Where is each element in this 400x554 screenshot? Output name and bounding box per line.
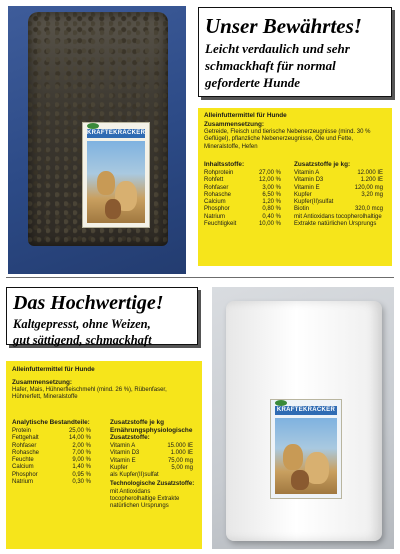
info-panel-premium [6, 361, 202, 549]
bag-label-card [82, 122, 150, 228]
headline-box-premium [6, 287, 198, 345]
headline-subtitle-line: schmackhaft für normal [205, 58, 336, 73]
additive-row: Vitamin A 15.000 IE [110, 443, 193, 449]
ingredient-row: Rohfaser 3,00 % [204, 184, 281, 191]
info-panel-standard [198, 108, 392, 266]
dogs-photo [275, 418, 337, 494]
ingredient-row: Rohfaser 2,00 % [12, 442, 91, 449]
ingredients-heading: Analytische Bestandteile: [12, 419, 90, 426]
composition-text: Hafer, Mais, Hühnerfleischmehl (mind. 26 %), Rübenfaser, Hühnerfett, Mineralstoffe [12, 387, 167, 401]
composition-heading: Zusammensetzung: [204, 121, 265, 128]
copper-note: als Kupfer(II)sulfat [110, 472, 159, 479]
composition-heading: Zusammensetzung: [12, 379, 73, 386]
additives-table [110, 443, 196, 511]
additive-row: Vitamin E 120,00 mg [294, 184, 383, 191]
white-bag-image [226, 301, 382, 541]
ingredient-row: Feuchte 9,00 % [12, 457, 91, 464]
bag-label-text: KRAFTEKRÄCKER [276, 407, 336, 413]
additive-row: Kupfer 3,20 mg [294, 191, 383, 198]
ingredient-row: Rohasche 6,50 % [204, 191, 281, 198]
composition-text: Getreide, Fleisch und tierische Nebenerzeugnisse (mind. 30 % Geflügel), pflanzliche Nebenerzeugnisse, Öle und Fette, Mineralstoffe, Hefen [204, 129, 371, 150]
ingredient-row: Phosphor 0,80 % [204, 206, 281, 213]
ingredient-row: Rohprotein 27,00 % [204, 170, 281, 176]
ingredients-heading: Inhaltsstoffe: [204, 161, 245, 168]
ingredient-row: Feuchtigkeit 10,00 % [204, 221, 281, 228]
headline-subtitle-line: Leicht verdaulich und sehr [205, 41, 350, 56]
headline-title: Das Hochwertige! [13, 292, 164, 314]
ingredient-row: Calcium 1,20 % [204, 199, 281, 206]
headline-title: Unser Bewährtes! [205, 14, 362, 38]
dark-bag-image [28, 12, 168, 246]
tech-text: mit Antioxidans tocopherolhaltige Extrakte natürlichen Ursprungs [110, 488, 180, 510]
ingredient-row: Phosphor 0,95 % [12, 471, 91, 478]
bag-label-text: KRAFTEKRÄCKER [87, 130, 146, 136]
dog-icon [283, 444, 303, 470]
product-type: Alleinfuttermittel für Hunde [12, 366, 95, 373]
additive-row: Kupfer 5,00 mg [110, 464, 193, 471]
dog-icon [97, 171, 115, 195]
ingredient-row: Natrium 0,30 % [12, 479, 91, 486]
additives-note: mit Antioxidans tocopherolhaltige Extrakte natürlichen Ursprungs [294, 213, 382, 228]
additive-row: Biotin 320,0 mcg [294, 206, 383, 213]
ingredient-row: Calcium 1,40 % [12, 464, 91, 471]
product-photo-standard [8, 6, 186, 274]
headline-subtitle-line: gut sättigend, schmackhaft [13, 333, 152, 347]
ingredients-table [204, 170, 284, 228]
product-photo-premium [212, 287, 394, 549]
dog-icon [105, 199, 121, 219]
ingredient-row: Protein 25,00 % [12, 428, 91, 434]
ingredients-table [12, 428, 94, 486]
bottom-section [0, 281, 400, 554]
additive-row: Vitamin D3 1.200 IE [294, 177, 383, 184]
additive-row: Vitamin A 12.000 IE [294, 170, 383, 176]
headline-subtitle-line: geforderte Hunde [205, 75, 300, 90]
headline-box-standard [198, 7, 392, 97]
ingredient-row: Fettgehalt 14,00 % [12, 435, 91, 442]
product-type: Alleinfuttermittel für Hunde [204, 112, 287, 119]
additive-row: Vitamin D3 1.000 IE [110, 450, 193, 457]
ingredient-row: Rohfett 12,00 % [204, 177, 281, 184]
additive-row: Vitamin E 75,00 mg [110, 457, 193, 464]
additives-heading: Zusatzstoffe je kg [110, 419, 164, 426]
additives-table [294, 170, 386, 228]
additive-row: Kupfer(II)sulfat [294, 199, 334, 206]
ingredient-row: Natrium 0,40 % [204, 213, 281, 220]
dog-icon [291, 470, 309, 490]
bag-label-card [270, 399, 342, 499]
section-divider [6, 277, 394, 278]
ingredient-row: Rohasche 7,00 % [12, 449, 91, 456]
headline-subtitle-line: Kaltgepresst, ohne Weizen, [13, 317, 151, 331]
tech-heading: Technologische Zusatzstoffe: [110, 481, 195, 488]
additives-heading: Zusatzstoffe je kg: [294, 161, 351, 168]
additives-subheading: Ernährungsphysiologische Zusatzstoffe: [110, 427, 193, 442]
dogs-photo [87, 141, 145, 223]
top-section [0, 0, 400, 275]
